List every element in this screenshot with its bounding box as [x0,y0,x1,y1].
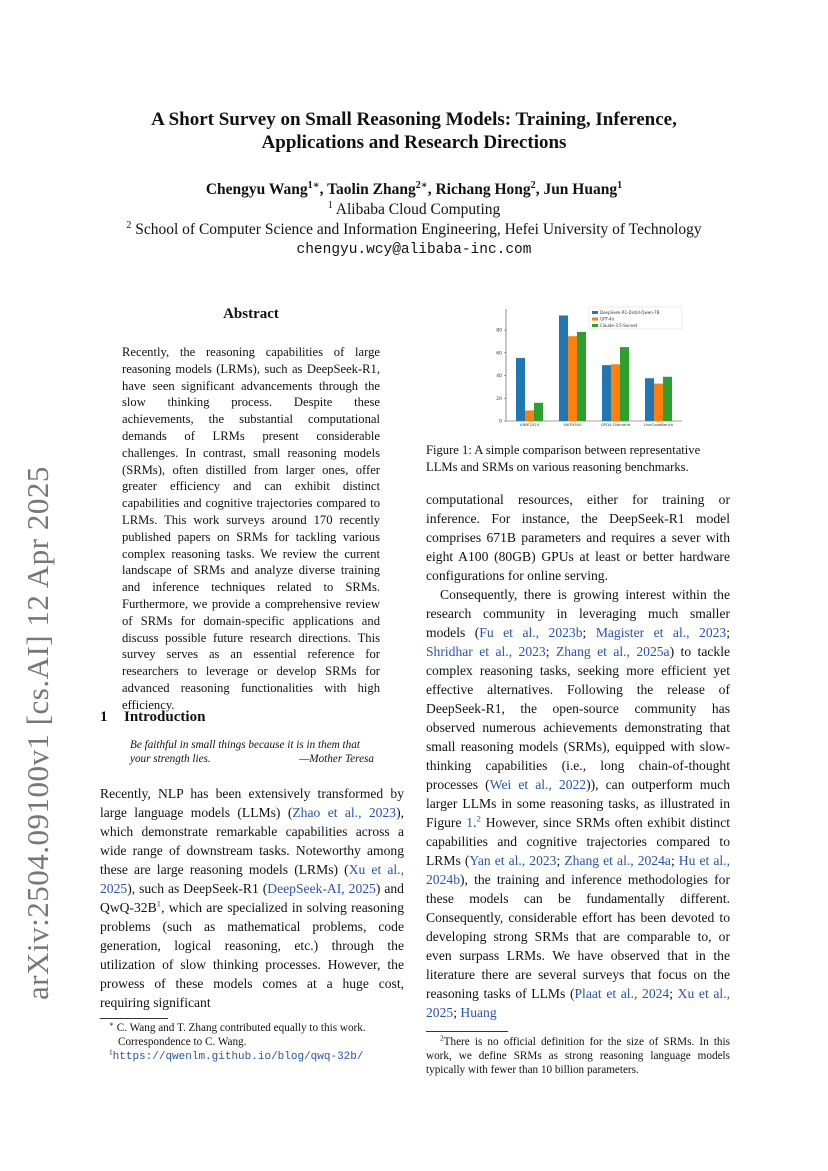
body-text: Recently, NLP has been extensively transformed by large language models (LLMs) ( [100,786,404,820]
y-tick-label: 40 [496,374,502,380]
legend-label: DeepSeek-R1-Distill-Qwen-7B [600,309,660,315]
body-text: ; [670,853,679,868]
citation-link[interactable]: Plaat et al., 2024 [574,986,670,1001]
bar [663,377,672,421]
chart-legend [589,307,682,329]
body-text: Consequently, there is growing interest within the research community in leveraging much smaller models ( [426,587,730,640]
footnote-ref[interactable]: 2 [476,813,481,824]
bar [654,384,663,421]
body-text: ; [545,644,556,659]
author-name: Taolin Zhang [327,181,416,198]
bar [577,332,586,421]
section-title: Introduction [124,709,206,725]
citation-link[interactable]: Xu et al., 2025 [100,862,404,896]
bar [534,403,543,421]
author-mark: 1∗ [307,179,320,191]
legend-label: GPT-4o [600,316,615,322]
body-text: ), which demonstrate remarkable capabilities across a wide range of downstream tasks. Noteworthy among these are large reasoning models (LRMs) ( [100,805,405,877]
footnotes-left [100,1021,404,1064]
affiliation-1 [100,200,728,220]
body-text: However, since SRMs often exhibit distinct capabilities and cognitive trajectories compared to LRMs ( [426,815,731,868]
x-tick-label: MATH500 [563,422,582,427]
legend-swatch [592,311,598,314]
paragraph [426,585,730,1022]
citation-link[interactable]: Wei et al., 2022 [489,777,587,792]
bar [559,316,568,421]
arxiv-identifier: arXiv:2504.09100v1 [cs.AI] 12 Apr 2025 [20,466,55,1000]
bar [568,336,577,421]
abstract-text: Recently, the reasoning capabilities of large reasoning models (LRMs), such as DeepSeek-R1, have seen significant advancements through the slow thinking process. Despite these achievements, the substantial computational demands of LRMs present considerable challenges. In contrast, small reasoning models (SRMs), often distilled from larger ones, offer greater efficiency and can exhibit distinct capabilities and cognitive trajectories compared to LRMs. This work surveys around 170 recently published papers on SRMs for tackling various complex reasoning tasks. We review the current landscape of SRMs and analyze diverse training and inference techniques related to SRMs. Furthermore, we provide a comprehensive review of SRMs for domain-specific applications and discuss possible future research directions. This survey serves as an essential reference for researchers to leverage or develop SRMs for advanced reasoning functionalities with high efficiency. [122,345,380,712]
body-text: ), such as DeepSeek-R1 ( [127,881,268,896]
paragraph: computational resources, either for training or inference. For instance, the DeepSeek-R1 model comprises 671B parameters and requires a sever with eight A100 (80GB) GPUs at least or better hardware configurations for online serving. [426,492,730,583]
bar [645,378,654,421]
body-text: )), can outperform much larger LLMs in some reasoning tasks, as illustrated in Figure [426,777,730,830]
footnote-text: There is no official definition for the size of SRMs. In this work, we define SRMs as strong reasoning language models typically with fewer than 10 billion parameters. [426,1036,730,1077]
author-name: Jun Huang [543,181,618,198]
body-text: ; [582,625,596,640]
quote-attribution: —Mother Teresa [299,753,374,765]
epigraph-quote [130,738,374,766]
bar [620,347,629,421]
abstract-heading: Abstract [223,306,279,322]
author-name: Chengyu Wang [205,181,308,198]
quote-text: Be faithful in small things because it is in them that your strength lies. [130,739,360,765]
author-name: Richang Hong [435,181,531,198]
author-names: Chengyu Wang$^{1∗}$, Taolin Zhang$^{2∗}$, Richang Hong$^2$, Jun Huang$^1$ [205,179,623,198]
body-text: ; [453,1005,461,1020]
title-line-2: Applications and Research Directions [261,132,567,153]
citation-link[interactable]: Fu et al., 2023b [479,625,583,640]
x-tick-label: AIME2024 [519,422,540,427]
bar [611,364,620,421]
affiliation-mark: 2 [126,219,132,231]
body-text: . [473,815,477,830]
figure-1-caption: Figure 1: A simple comparison between representative LLMs and SRMs on various reasoning benchmarks. [426,443,701,474]
paper-title [100,108,728,154]
legend-swatch [592,324,598,327]
x-tick-label: LiveCodeBench [643,422,674,427]
title-line-1: A Short Survey on Small Reasoning Models: Training, Inference, [151,109,677,130]
right-column-body [426,490,730,1022]
citation-link[interactable]: Shridhar et al., 2023 [426,644,546,659]
footnote-equal-contribution [100,1021,404,1049]
citation-link[interactable]: Zhang et al., 2024a [564,853,671,868]
citation-link[interactable]: Huang [460,1005,497,1020]
footnote-1 [100,1049,404,1064]
citation-link[interactable]: Magister et al., 2023 [595,625,727,640]
body-text: ; [556,853,565,868]
author-email[interactable]: chengyu.wcy@alibaba-inc.com [296,242,532,258]
footnote-2 [426,1035,730,1078]
intro-paragraph-1 [100,784,404,1012]
affiliation-2 [100,220,728,240]
citation-link[interactable]: Zhang et al., 2025a [555,644,670,659]
footnote-divider [426,1031,508,1032]
legend-swatch [592,318,598,321]
y-tick-label: 80 [496,328,502,334]
author-mark: 2 [530,179,536,191]
affiliation-text: School of Computer Science and Information Engineering, Hefei University of Technology [135,221,702,238]
body-text: ) and QwQ-32B [100,881,404,915]
author-mark: 1 [617,179,623,191]
section-number: 1 [100,709,108,725]
citation-link[interactable]: Hu et al., 2024b [426,853,730,887]
y-tick-label: 60 [496,351,502,357]
footnote-mark: 1 [109,1048,113,1057]
footnote-mark: ∗ [109,1020,114,1029]
bar [516,358,525,421]
footnote-text: C. Wang and T. Zhang contributed equally to this work. Correspondence to C. Wang. [116,1022,366,1048]
y-tick-label: 20 [496,396,502,402]
footnote-ref[interactable]: 1 [156,898,162,909]
affiliation-text: Alibaba Cloud Computing [335,201,501,218]
author-block [100,180,728,260]
body-text: ; [726,625,730,640]
footnote-mark: 2 [440,1034,444,1043]
citation-link[interactable]: DeepSeek-AI, 2025 [267,881,376,896]
bar [602,365,611,421]
section-heading-introduction [100,709,205,726]
body-text: ), the training and inference methodologies for these models can be fundamentally different. Consequently, considerable effort has been devoted to developing strong SRMs that are comparable to, or even surpass LRMs. We have observed that in the literature there are several surveys that focus on the reasoning tasks of LLMs ( [426,872,730,1001]
legend-label: Claude-3.5-Sonnet [600,322,638,328]
citation-link[interactable]: Xu et al., 2025 [426,986,731,1020]
affiliation-mark: 1 [327,199,333,211]
y-tick-label: 0 [499,419,502,425]
citation-link[interactable]: Zhao et al., 2023 [292,805,397,820]
x-tick-label: GPQA Diamond [600,422,631,427]
bar [525,410,534,421]
body-text: , which are specialized in solving reasoning problems (such as mathematical problems, code generation, logical reasoning, etc.) through the utilization of slow thinking processes. However, the prowess of these models comes at a huge cost, requiring significant [100,900,404,1010]
benchmark-bar-chart [486,305,686,433]
chart-bars [516,316,672,421]
citation-link[interactable]: Yan et al., 2023 [469,853,557,868]
figure-ref-link[interactable]: 1 [466,815,474,830]
author-mark: 2∗ [415,179,428,191]
footnote-divider [100,1018,168,1019]
body-text: ; [669,986,678,1001]
body-text: ) to tackle complex reasoning tasks, seeking more efficient yet effective alternatives. Following the release of DeepSeek-R1, the open-source community has observed numerous achievements demonstrating that small reasoning models (SRMs), equipped with slow-thinking capabilities (i.e., long chain-of-thought processes ( [426,644,731,792]
footnote-url-link[interactable]: https://qwenlm.github.io/blog/qwq-32b/ [112,1051,364,1063]
